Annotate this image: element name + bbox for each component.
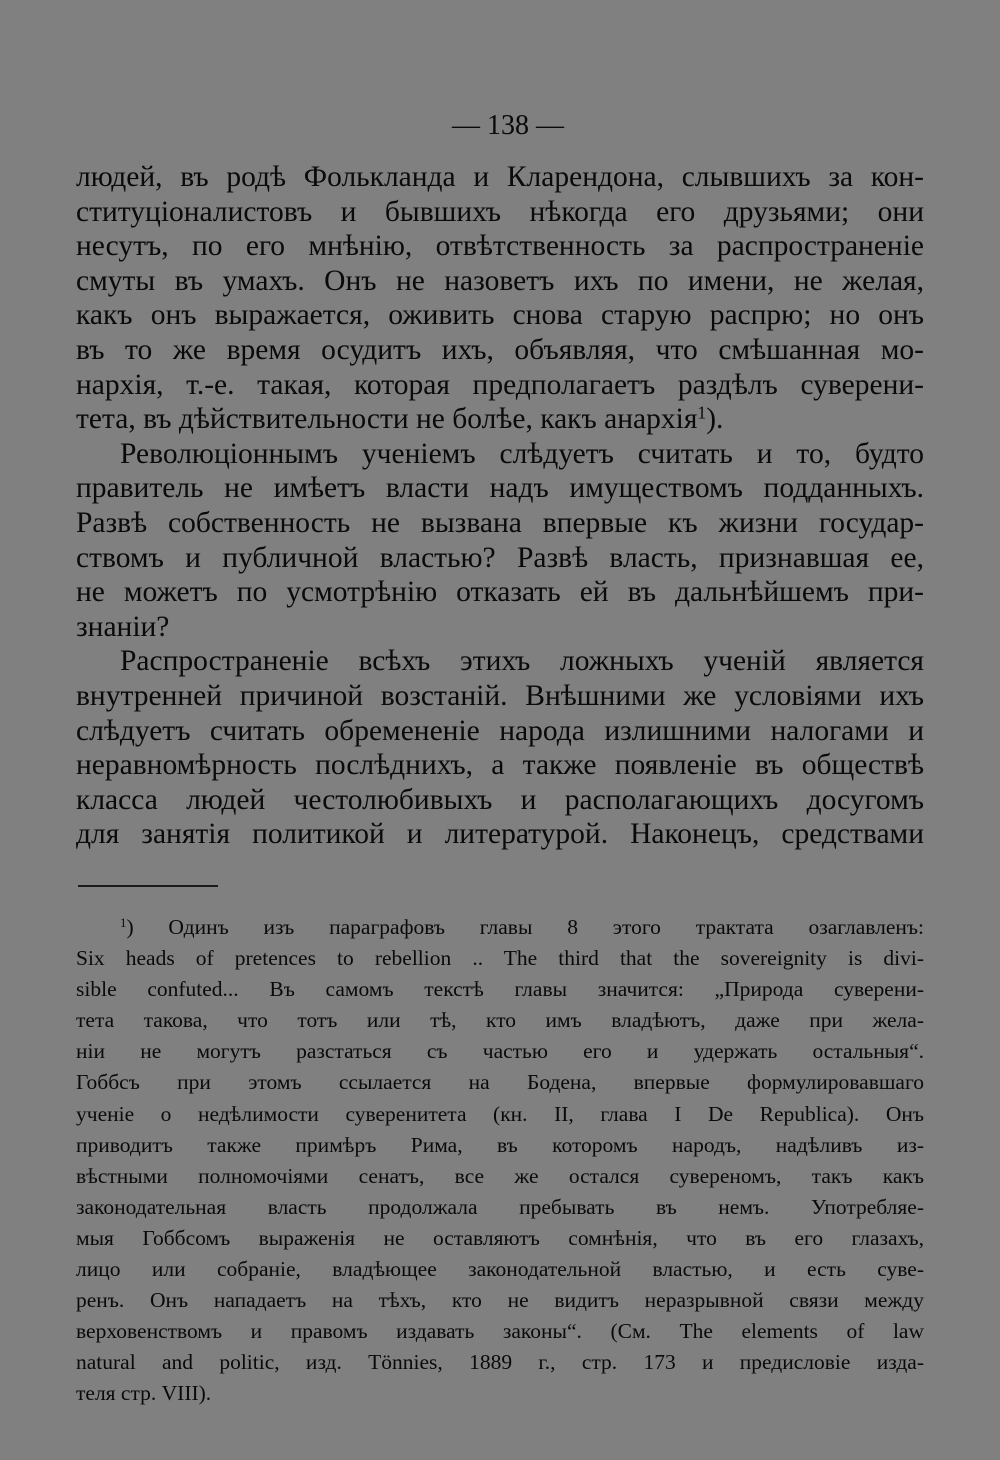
text-line: смуты въ умахъ. Онъ не назоветъ ихъ по имени, не желая, — [76, 264, 924, 297]
body-text — [76, 160, 924, 852]
text-line: ствомъ и публичной властью? Развѣ власть, признавшая ее, — [76, 541, 924, 574]
footnote-line: Гоббсъ при этомъ ссылается на Бодена, впервые формулировавшаго — [76, 1070, 924, 1095]
footnote-line: sible confuted... Въ самомъ текстѣ главы значится: „Природа суверени- — [76, 977, 924, 1002]
text-line: правитель не имѣетъ власти надъ имуществомъ подданныхъ. — [76, 472, 924, 505]
footnote-reference[interactable]: 1 — [697, 402, 707, 423]
text-line: внутренней причиной возстаній. Внѣшними же условіями ихъ — [76, 679, 924, 712]
footnote-line: ученіе о недѣлимости суверенитета (кн. II, глава I De Republica). Онъ — [76, 1101, 924, 1126]
page-number: — 138 — — [452, 110, 564, 141]
text-line: Революціоннымъ ученіемъ слѣдуетъ считать и то, будто — [120, 437, 924, 470]
text-line: неравномѣрность послѣднихъ, а также появленіе въ обществѣ — [76, 749, 924, 782]
footnote-line: ніи не могутъ разстаться съ частью его и удержать остальныя“. — [76, 1039, 924, 1064]
footnote-line: верховенствомъ и правомъ издавать законы“. (См. The elements of law — [76, 1319, 924, 1344]
text-line: класса людей честолюбивыхъ и располагающихъ досугомъ — [76, 783, 924, 816]
text-line: нархія, т.-е. такая, которая предполагаетъ раздѣлъ суверени- — [76, 368, 924, 401]
text-line: слѣдуетъ считать обремененіе народа излишними налогами и — [76, 714, 924, 747]
text-line-with-footnote-ref — [76, 402, 924, 437]
footnote-line-first — [76, 912, 924, 943]
footnote-line: ренъ. Онъ нападаетъ на тѣхъ, кто не видитъ неразрывной связи между — [76, 1288, 924, 1313]
footnote-line: теля стр. VIII). — [76, 1381, 212, 1406]
text-line: не можетъ по усмотрѣнію отказать ей въ дальнѣйшемъ при- — [76, 576, 924, 609]
footnote-line: лицо или собраніе, владѣющее законодательной властью, и есть суве- — [76, 1257, 924, 1282]
footnote-line: законодательная власть продолжала пребывать въ немъ. Употребляе- — [76, 1194, 924, 1219]
footnote-block — [76, 912, 924, 1410]
footnote-line: natural and politic, изд. Tönnies, 1889 г., стр. 173 и предисловіе изда- — [76, 1350, 924, 1375]
footnote-marker: 1 — [120, 915, 127, 930]
text-line: знаніи? — [76, 610, 170, 643]
text-line: какъ онъ выражается, оживить снова старую распрю; но онъ — [76, 299, 924, 332]
footnote-line: Six heads of pretences to rebellion .. The third that the sovereignity is divi- — [76, 946, 924, 971]
footnote-divider — [78, 885, 218, 887]
text-line-content: тета, въ дѣйствительности не болѣе, какъ анархія — [76, 403, 698, 436]
text-line: Развѣ собственность не вызвана впервые къ жизни государ- — [76, 506, 924, 539]
text-line: несутъ, по его мнѣнію, отвѣтственность за распространеніе — [76, 230, 924, 263]
footnote-line: приводитъ также примѣръ Рима, въ которомъ народъ, надѣливъ из- — [76, 1132, 924, 1157]
footnote-line: мыя Гоббсомъ выраженія не оставляютъ сомнѣнія, что въ его глазахъ, — [76, 1225, 924, 1250]
text-line: Распространеніе всѣхъ этихъ ложныхъ ученій является — [120, 645, 924, 678]
text-line: людей, въ родѣ Фолькланда и Кларендона, слывшихъ за кон- — [76, 161, 924, 193]
text-line-tail: ). — [706, 403, 724, 436]
footnote-line-content: ) Одинъ изъ параграфовъ главы 8 этого трактата озаглавленъ: — [126, 915, 924, 939]
footnote-line: тета такова, что тотъ или тѣ, кто имъ владѣютъ, даже при жела- — [76, 1008, 924, 1033]
footnote-line: вѣстными полномочіями сенатъ, все же остался сувереномъ, такъ какъ — [76, 1163, 924, 1188]
text-line: для занятія политикой и литературой. Наконецъ, средствами — [76, 818, 924, 851]
text-line: въ то же время осудитъ ихъ, объявляя, что смѣшанная мо- — [76, 333, 924, 366]
text-line: ституціоналистовъ и бывшихъ нѣкогда его друзьями; они — [76, 195, 924, 228]
